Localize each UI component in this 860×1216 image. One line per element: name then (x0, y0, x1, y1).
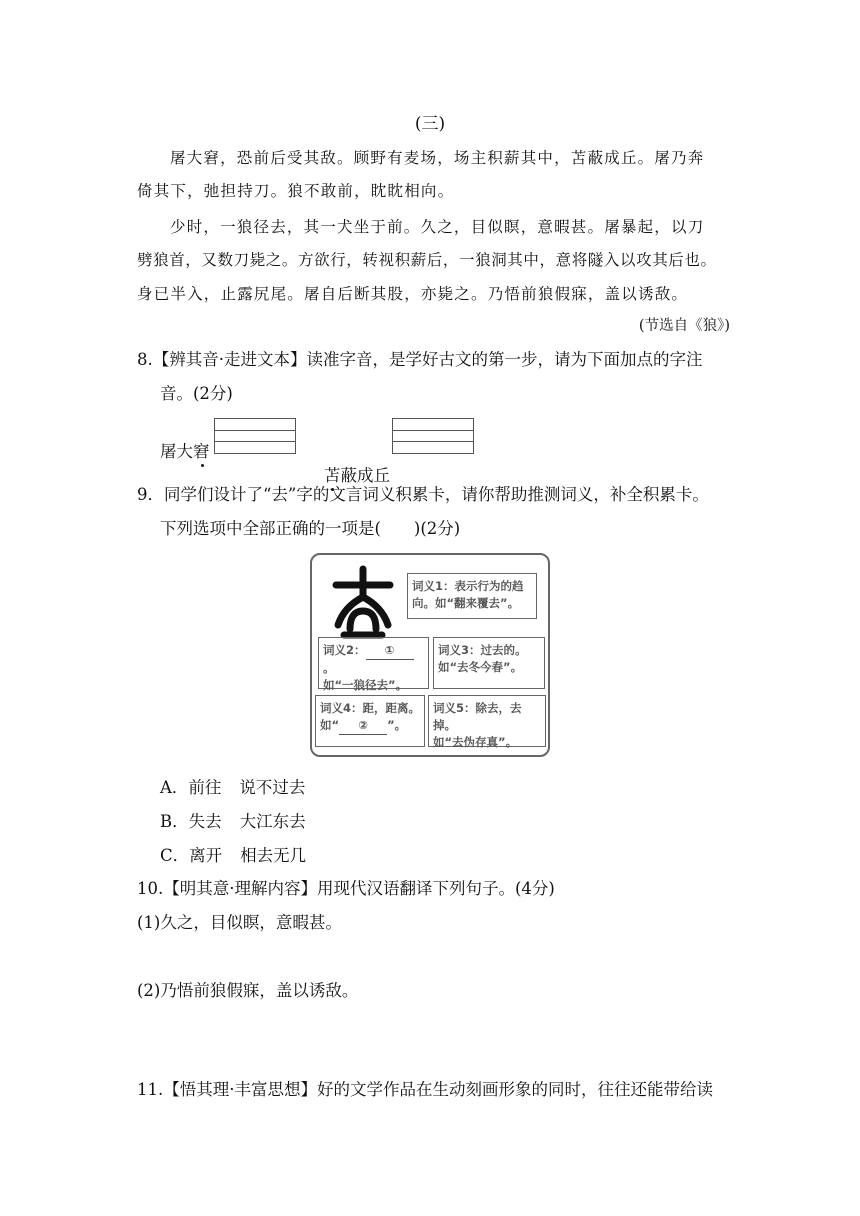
passage-line-5: 身已半入，止露尻尾。屠自后断其股，亦毙之。乃悟前狼假寐，盖以诱敌。 (137, 285, 689, 303)
q8-line-1: 8.【辨其音·走进文本】读准字音，是学好古文的第一步，请为下面加点的字注 (137, 350, 703, 369)
q9-line-2: 下列选项中全部正确的一项是( )(2分) (160, 519, 461, 538)
card-meaning-3-line-1: 词义3：过去的。 (438, 643, 527, 657)
card-meaning-2: 词义2： ①。 如“一狼径去”。 (318, 637, 429, 689)
card-meaning-1-line-2: 向。如“翻来覆去”。 (412, 596, 520, 610)
blank-2: ② (339, 717, 387, 735)
q8-word-2-text: 苫蔽成丘 (324, 466, 390, 485)
q11-line-1: 11.【悟其理·丰富思想】好的文学作品在生动刻画形象的同时，往往还能带给读 (137, 1080, 713, 1099)
blank-1: ① (366, 642, 414, 660)
card-meaning-1-line-1: 词义1：表示行为的趋 (412, 579, 524, 593)
option-c-meaning-1: 离开 (189, 846, 223, 865)
option-b-meaning-1: 失去 (188, 812, 222, 831)
card-meaning-5 (428, 695, 546, 747)
card-meaning-4-prefix: 如“ (320, 718, 340, 732)
vocabulary-card (310, 553, 550, 757)
passage-source: (节选自《狼》) (638, 318, 730, 334)
passage-line-1: 屠大窘，恐前后受其敌。顾野有麦场，场主积薪其中，苫蔽成丘。屠乃奔 (170, 149, 705, 167)
option-b-letter: B． (160, 812, 189, 831)
q10-item-1: (1)久之，目似瞑，意暇甚。 (137, 913, 342, 932)
passage-line-4: 劈狼首，又数刀毙之。方欲行，转视积薪后，一狼洞其中，意将隧入以攻其后也。 (137, 251, 717, 269)
q9-line-1: 9．同学们设计了“去”字的文言词义积累卡，请你帮助推测词义，补全积累卡。 (137, 485, 709, 504)
card-meaning-2-prefix: 词义2： (323, 643, 366, 657)
option-b-meaning-2: 大江东去 (239, 812, 306, 831)
q10-item-2: (2)乃悟前狼假寐，盖以诱敌。 (137, 981, 359, 1000)
option-c[interactable] (160, 844, 324, 868)
card-meaning-2-example: 如“一狼径去”。 (323, 678, 408, 692)
section-title: (三) (414, 114, 446, 134)
option-a-meaning-1: 前往 (188, 778, 222, 797)
card-meaning-3-line-2: 如“去冬今春”。 (438, 660, 523, 674)
option-a-meaning-2: 说不过去 (239, 778, 306, 797)
option-c-meaning-2: 相去无几 (240, 846, 307, 865)
option-b[interactable] (160, 810, 324, 834)
q8-word-1 (160, 440, 860, 464)
passage-line-2: 倚其下，弛担持刀。狼不敢前，眈眈相向。 (137, 182, 455, 200)
card-meaning-3 (433, 637, 545, 689)
option-a[interactable] (160, 776, 323, 800)
card-meaning-4 (315, 695, 425, 747)
card-meaning-5-line-1: 词义5：除去，去掉。 (433, 701, 522, 732)
pinyin-box-2[interactable] (392, 418, 474, 454)
card-meaning-5-line-2: 如“去伪存真”。 (433, 735, 518, 749)
seal-script-qu-icon (324, 563, 402, 639)
card-meaning-4-line-1: 词义4：距，距离。 (320, 701, 421, 715)
option-a-letter: A． (160, 778, 189, 797)
q8-word-1-text: 屠大窘 (160, 442, 210, 461)
q8-line-2: 音。(2分) (160, 384, 233, 403)
passage-line-3: 少时，一狼径去，其一犬坐于前。久之，目似瞑，意暇甚。屠暴起，以刀 (170, 218, 705, 236)
q10-title: 10.【明其意·理解内容】用现代汉语翻译下列句子。(4分) (137, 879, 555, 898)
option-c-letter: C． (160, 846, 190, 865)
emphasis-dot (201, 464, 204, 467)
card-meaning-4-suffix: ”。 (387, 718, 407, 732)
card-meaning-1 (407, 573, 537, 619)
